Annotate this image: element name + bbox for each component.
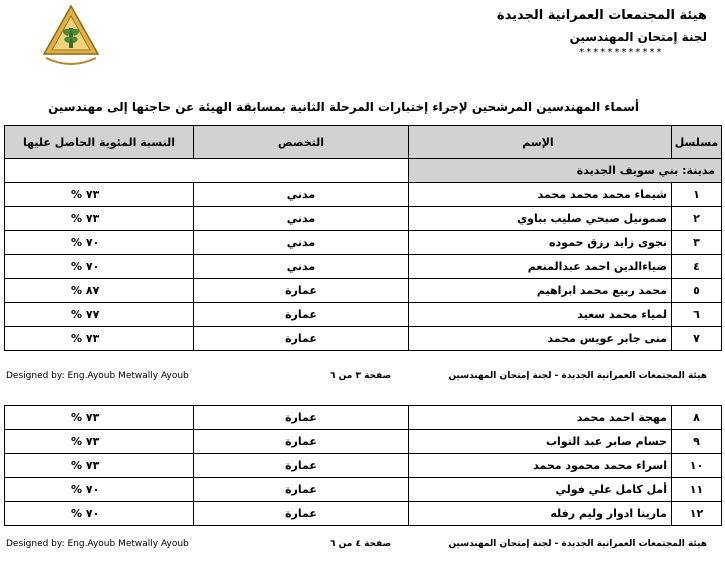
serial-cell: ٩ [672,430,722,454]
table-row [5,207,722,231]
city-row-blank [5,159,409,183]
name-cell: صمونيل صبحي صليب بباوي [409,207,672,231]
percentage-cell: % ٧٠ [5,502,194,526]
specialty-cell: عمارة [194,303,409,327]
footer-org-line: هيئة المجتمعات العمرانية الجديدة - لجنة إمتحان المهندسين [448,371,707,381]
table-row [5,279,722,303]
serial-cell: ٦ [672,303,722,327]
designed-by-text: Designed by: Eng.Ayoub Metwally Ayoub [6,371,189,381]
percentage-cell: % ٧٠ [5,478,194,502]
percentage-cell: % ٧٣ [5,327,194,351]
table-row [5,478,722,502]
name-cell: شيماء محمد محمد محمد [409,183,672,207]
specialty-cell: عمارة [194,454,409,478]
name-cell: مهجة احمد محمد [409,406,672,430]
specialty-cell: مدني [194,183,409,207]
designed-by-text: Designed by: Eng.Ayoub Metwally Ayoub [6,539,189,549]
column-header-serial: مسلسل [672,126,722,159]
percentage-cell: % ٧٣ [5,406,194,430]
page-footer-4 [0,539,725,553]
name-cell: منى جابر عويس محمد [409,327,672,351]
specialty-cell: مدني [194,231,409,255]
specialty-cell: عمارة [194,279,409,303]
serial-cell: ١٠ [672,454,722,478]
specialty-cell: مدني [194,255,409,279]
percentage-cell: % ٧٣ [5,207,194,231]
serial-cell: ٤ [672,255,722,279]
table-row [5,327,722,351]
city-row [5,159,722,183]
serial-cell: ٨ [672,406,722,430]
name-cell: نجوى زايد رزق حموده [409,231,672,255]
table-row [5,231,722,255]
specialty-cell: عمارة [194,327,409,351]
serial-cell: ١١ [672,478,722,502]
serial-cell: ٢ [672,207,722,231]
decorative-stars: ************ [578,47,663,58]
table-row [5,406,722,430]
name-cell: محمد ربيع محمد ابراهيم [409,279,672,303]
name-cell: مارينا ادوار وليم رفله [409,502,672,526]
table-row [5,502,722,526]
name-cell: ضياءالدين احمد عبدالمنعم [409,255,672,279]
organization-logo [38,4,104,70]
column-header-name: الإسم [409,126,672,159]
percentage-cell: % ٧٠ [5,255,194,279]
candidates-table-page-3 [4,125,722,351]
table-row [5,183,722,207]
serial-cell: ١ [672,183,722,207]
organization-name: هيئة المجتمعات العمرانية الجديدة [496,8,707,23]
column-header-percentage: النسبة المئوية الحاصل عليها [5,126,194,159]
name-cell: اسراء محمد محمود محمد [409,454,672,478]
specialty-cell: عمارة [194,430,409,454]
page-number: صفحة ٤ من ٦ [330,539,392,549]
name-cell: لمياء محمد سعيد [409,303,672,327]
serial-cell: ١٢ [672,502,722,526]
serial-cell: ٣ [672,231,722,255]
table-row [5,255,722,279]
percentage-cell: % ٧٣ [5,430,194,454]
committee-name: لجنة إمتحان المهندسين [569,30,707,44]
serial-cell: ٥ [672,279,722,303]
column-header-specialty: التخصص [194,126,409,159]
percentage-cell: % ٧٧ [5,303,194,327]
page-number: صفحة ٣ من ٦ [330,371,392,381]
table-row [5,303,722,327]
candidates-table-page-4 [4,405,722,526]
percentage-cell: % ٧٠ [5,231,194,255]
name-cell: أمل كامل علي فولي [409,478,672,502]
city-label: مدينة: بني سويف الجديدة [409,159,722,183]
percentage-cell: % ٧٣ [5,454,194,478]
percentage-cell: % ٨٧ [5,279,194,303]
footer-org-line: هيئة المجتمعات العمرانية الجديدة - لجنة إمتحان المهندسين [448,539,707,549]
specialty-cell: عمارة [194,406,409,430]
specialty-cell: عمارة [194,502,409,526]
table-header-row [5,126,722,159]
specialty-cell: مدني [194,207,409,231]
table-row [5,454,722,478]
page-footer-3 [0,371,725,385]
table-row [5,430,722,454]
percentage-cell: % ٧٣ [5,183,194,207]
name-cell: حسام صابر عبد التواب [409,430,672,454]
specialty-cell: عمارة [194,478,409,502]
list-title: أسماء المهندسين المرشحين لإجراء إختبارات المرحلة الثانية بمسابقة الهيئة عن حاجتها إلى مهندسين [48,100,639,114]
serial-cell: ٧ [672,327,722,351]
